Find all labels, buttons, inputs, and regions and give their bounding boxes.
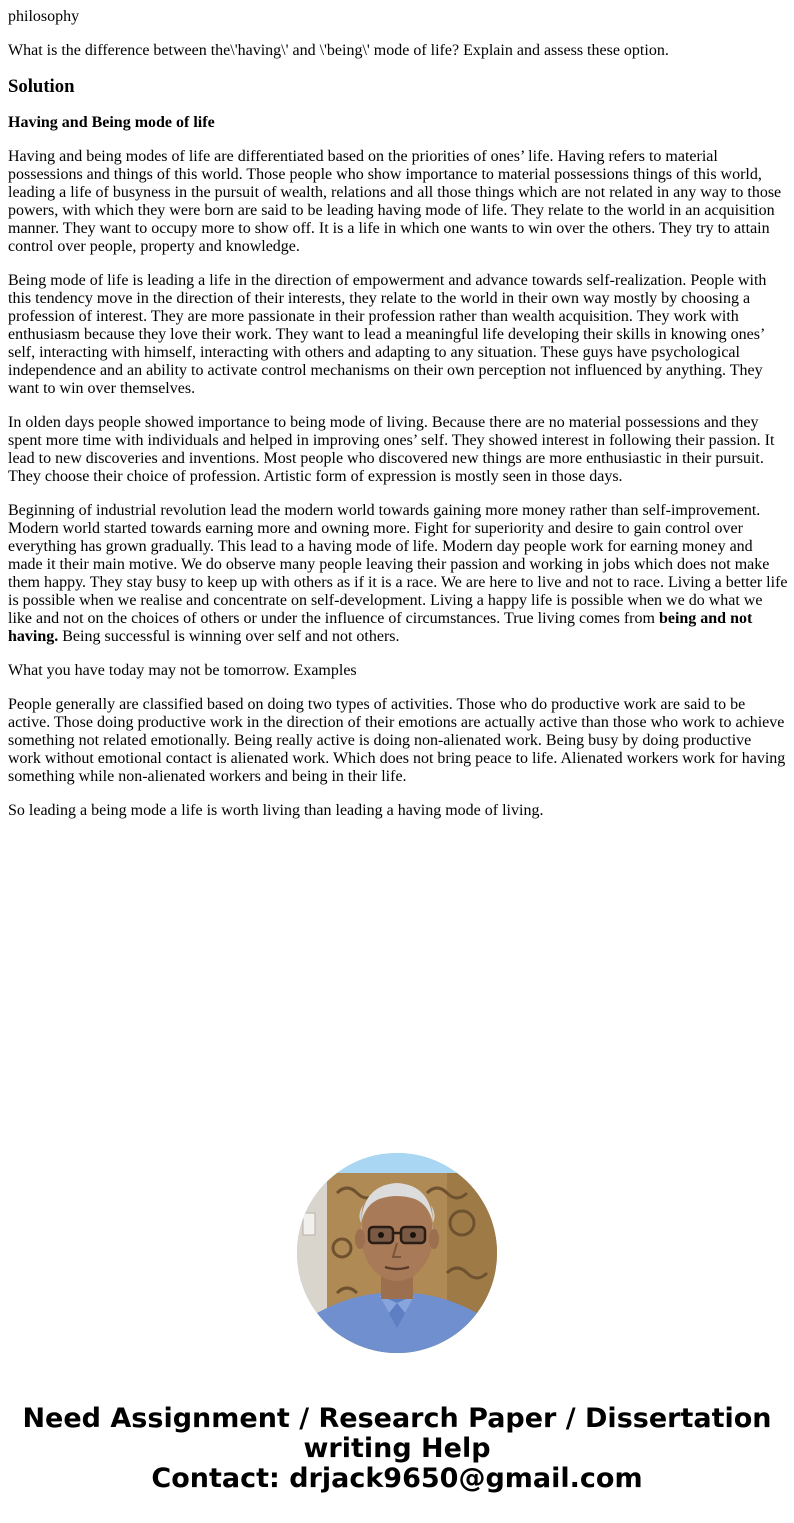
author-portrait-icon	[297, 1153, 497, 1353]
paragraph-conclusion: So leading a being mode a life is worth living than leading a having mode of living.	[8, 802, 544, 819]
question-text: What is the difference between the\'having\' and \'being\' mode of life? Explain and assess these option.	[8, 42, 669, 59]
paragraph-being: Being mode of life is leading a life in the direction of empowerment and advance towards self-realization. People with this tendency move in the direction of their interests, they relate to the world in their own way mostly by choosing a profession of interest. They are more passionate in their profession rather than wealth acquisition. They work with enthusiasm because they love their work. They want to lead a meaningful life developing their skills in knowing ones’ self, interacting with himself, interacting with others and adapting to any situation. These guys have psychological independence and an ability to activate control mechanisms on their own perception not influenced by anything. They want to win over themselves.	[8, 272, 767, 397]
subject-label: philosophy	[8, 8, 80, 25]
solution-heading: Solution	[8, 76, 75, 97]
paragraph-having: Having and being modes of life are differentiated based on the priorities of ones’ life. Having refers to material possessions and things of this world. Those people who show importance to material possessions things of this world, leading a life of busyness in the pursuit of wealth, relations and all those things which are not related in any way to those powers, with which they were born are said to be leading having mode of life. They relate to the world in an acquisition manner. They want to occupy more to show off. It is a life in which one wants to win over the others. They try to attain control over people, property and knowledge.	[8, 148, 782, 255]
promo-contact-line: Contact: drjack9650@gmail.com	[151, 1463, 643, 1494]
paragraph-activities: People generally are classified based on doing two types of activities. Those who do productive work are said to be active. Those doing productive work in the direction of their emotions are actually active than those who work to achieve something not related emotionally. Being really active is doing non-alienated work. Being busy by doing productive work without emotional contact is alienated work. Which does not bring peace to life. Alienated workers work for having something while non-alienated workers and being in their life.	[8, 696, 786, 785]
paragraph-industrial-revolution	[8, 502, 788, 646]
section-heading: Having and Being mode of life	[8, 114, 215, 131]
document-body	[8, 8, 788, 836]
promo-line-1: Need Assignment / Research Paper / Dissertation	[22, 1403, 772, 1434]
industrial-text-after: Being successful is winning over self and not others.	[58, 628, 400, 645]
promo-banner	[0, 1404, 794, 1494]
industrial-bold-text: being and not having.	[8, 610, 753, 645]
paragraph-olden-days: In olden days people showed importance to being mode of living. Because there are no material possessions and they spent more time with individuals and helped in improving ones’ self. They showed interest in following their passion. It lead to new discoveries and inventions. Most people who discovered new things are more enthusiastic in their pursuit. They choose their choice of profession. Artistic form of expression is mostly seen in those days.	[8, 414, 775, 485]
industrial-text-before: Beginning of industrial revolution lead the modern world towards gaining more money rather than self-improvement. Modern world started towards earning more and owning more. Fight for superiority and desire to gain control over everything has grown gradually. This lead to a having mode of life. Modern day people work for earning money and made it their main motive. We do observe many people leaving their passion and working in jobs which does not make them happy. They stay busy to keep up with others as if it is a race. We are here to live and not to race. Living a better life is possible when we realise and concentrate on self-development. Living a happy life is possible when we do what we like and not on the choices of others or under the influence of circumstances. True living comes from	[8, 502, 788, 627]
examples-line: What you have today may not be tomorrow. Examples	[8, 662, 357, 679]
promo-line-2: writing Help	[303, 1433, 491, 1464]
author-avatar	[297, 1153, 497, 1353]
